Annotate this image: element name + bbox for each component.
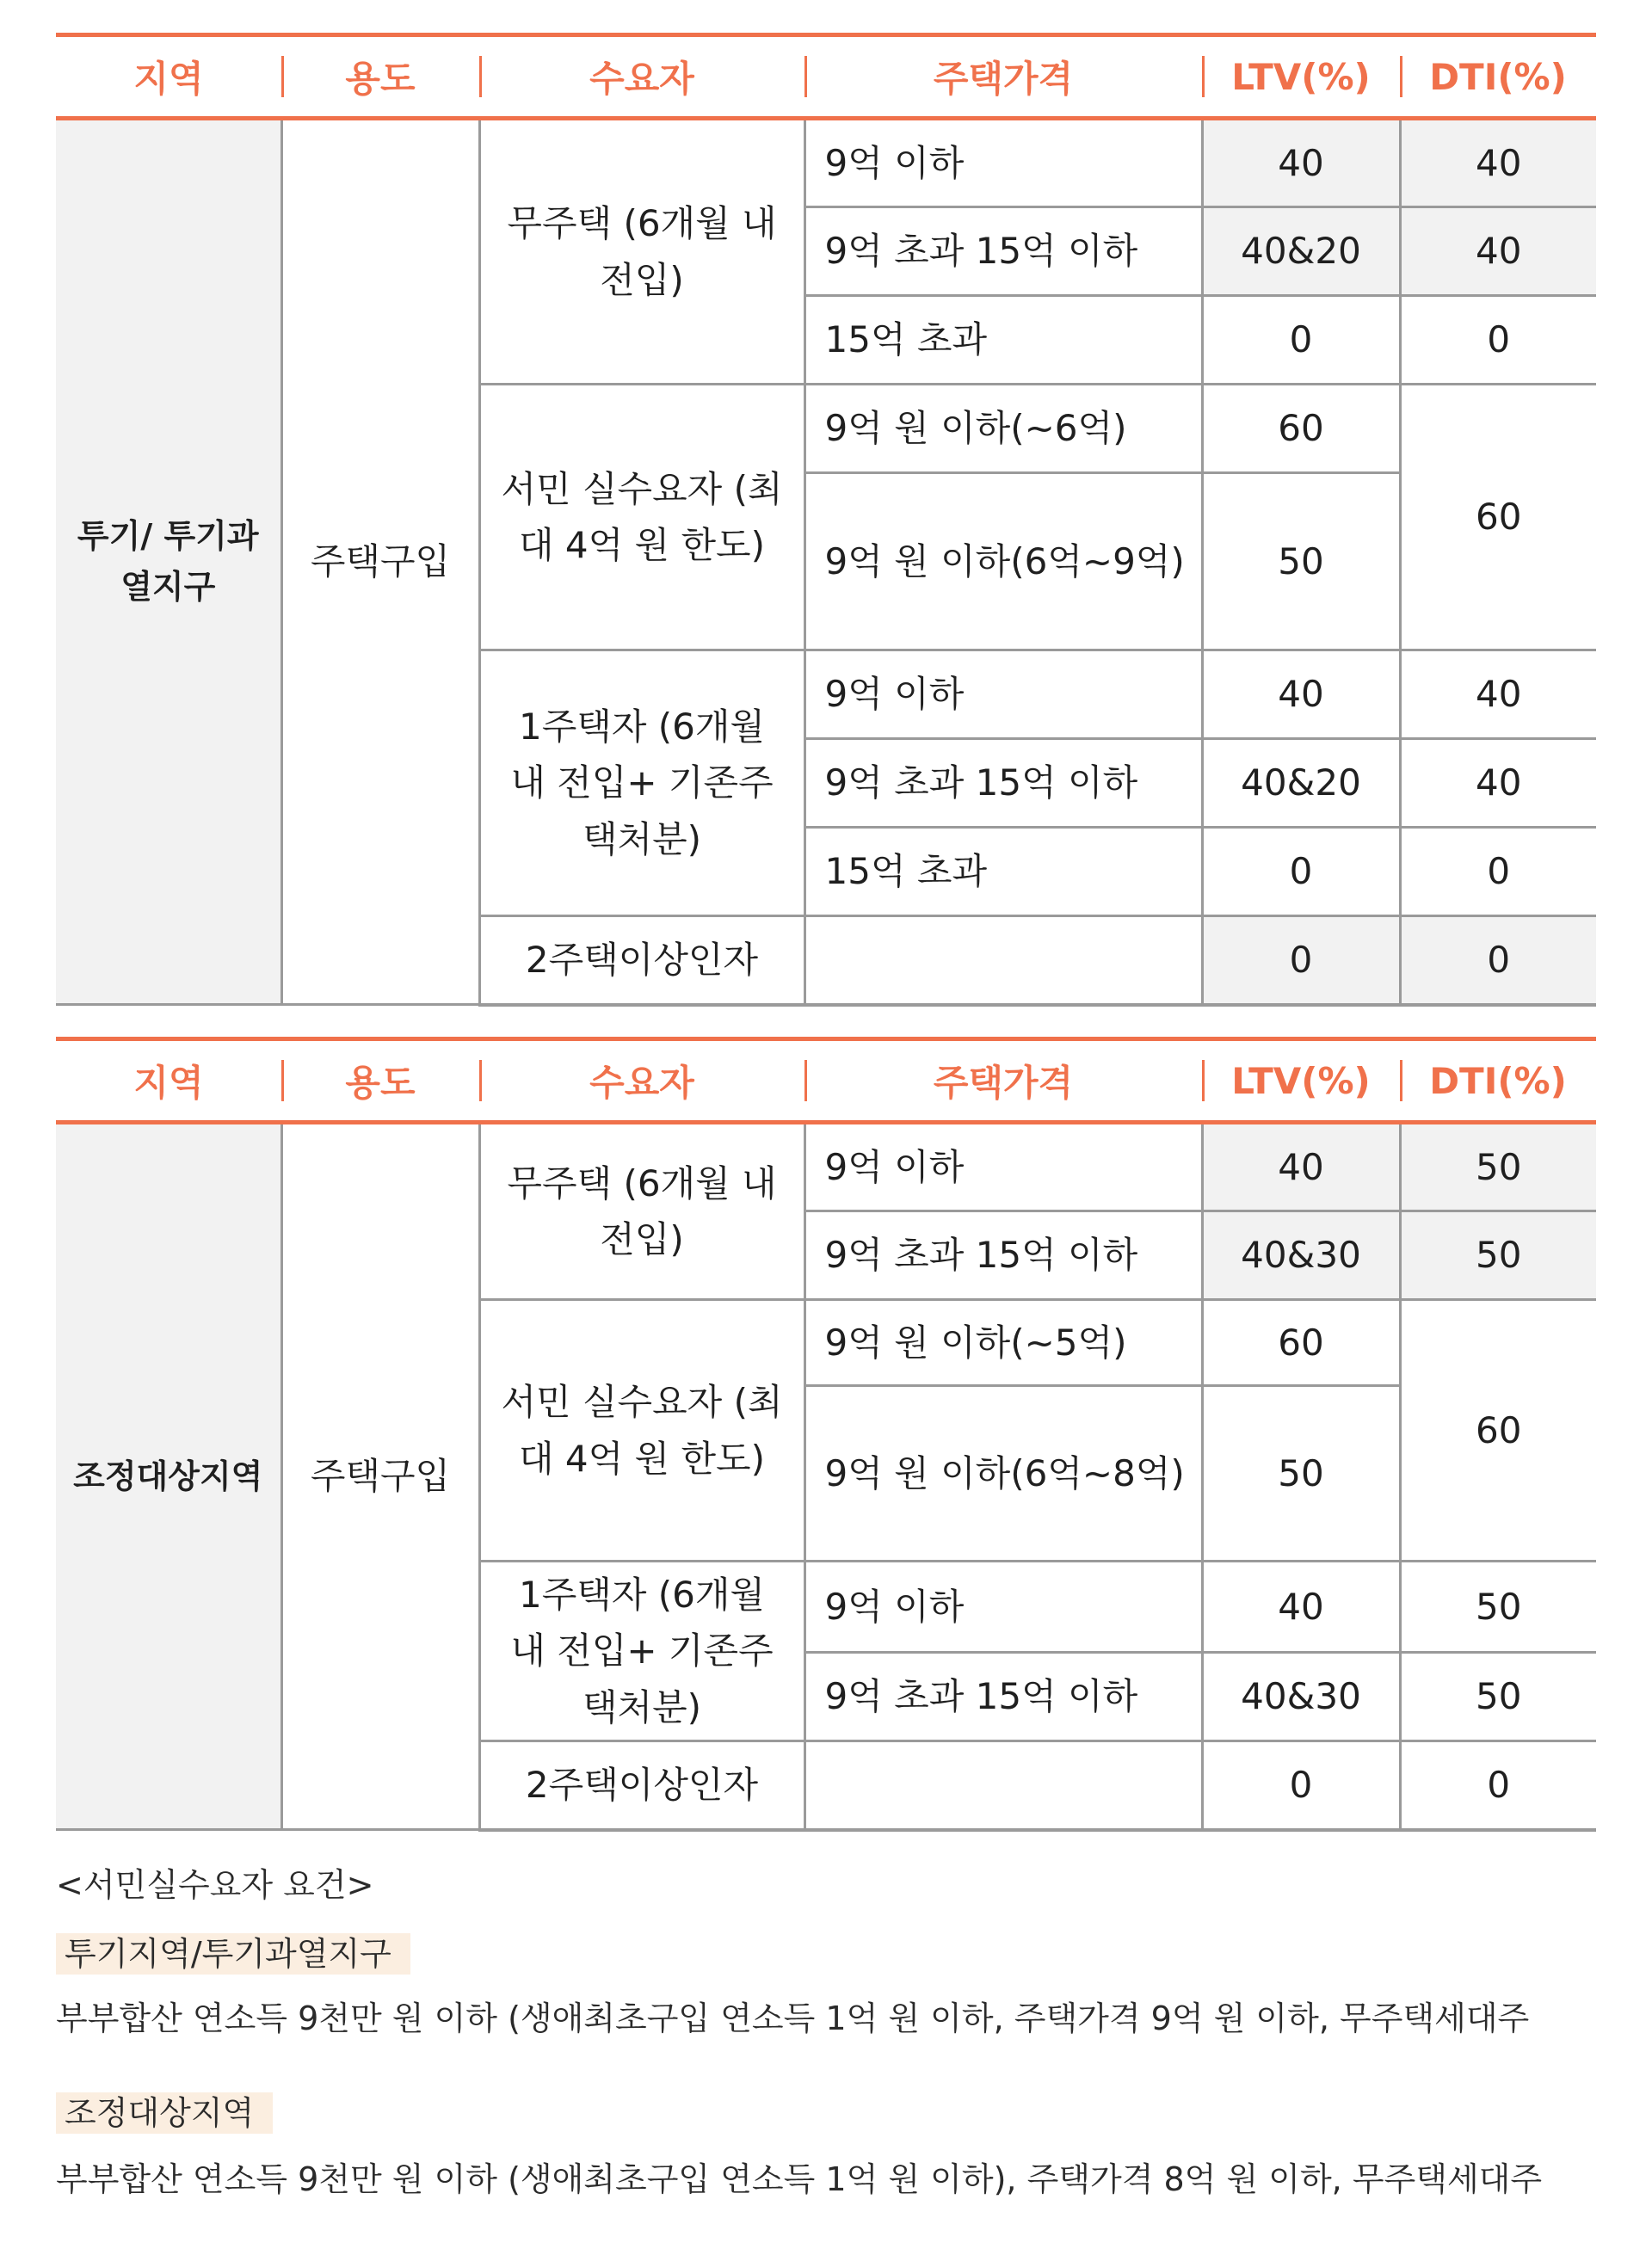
note-text-speculation: 부부합산 연소득 9천만 원 이하 (생애최초구입 연소득 1억 원 이하, 주택가격 9억 원 이하, 무주택세대주 bbox=[56, 1999, 1530, 2037]
price-cell: 9억 원 이하(~6억) bbox=[804, 385, 1202, 473]
ltv-cell: 40&20 bbox=[1202, 739, 1400, 828]
header-demander: 수요자 bbox=[479, 35, 804, 119]
note-label-adjusted-text: 조정대상지역 bbox=[56, 2092, 273, 2134]
header-ltv: LTV(%) bbox=[1202, 1039, 1400, 1123]
dti-cell: 40 bbox=[1400, 119, 1596, 207]
ltv-cell: 0 bbox=[1202, 916, 1400, 1005]
note-label-speculation-text: 투기지역/투기과열지구 bbox=[56, 1933, 410, 1975]
price-cell: 9억 원 이하(6억~9억) bbox=[804, 473, 1202, 650]
price-cell: 15억 초과 bbox=[804, 296, 1202, 385]
ltv-cell: 60 bbox=[1202, 1300, 1400, 1386]
region-cell: 투기/ 투기과열지구 bbox=[56, 119, 281, 1005]
demander-cell: 무주택 (6개월 내 전입) bbox=[479, 119, 804, 385]
notes-title: <서민실수요자 요건> bbox=[56, 1866, 374, 1904]
ltv-cell: 40 bbox=[1202, 1562, 1400, 1653]
ltv-cell: 40&30 bbox=[1202, 1211, 1400, 1300]
header-region: 지역 bbox=[133, 58, 204, 100]
demander-cell: 무주택 (6개월 내 전입) bbox=[479, 1123, 804, 1300]
demander-cell: 1주택자 (6개월 내 전입+ 기존주택처분) bbox=[479, 650, 804, 916]
ltv-cell: 40&30 bbox=[1202, 1653, 1400, 1741]
dti-cell: 40 bbox=[1400, 650, 1596, 739]
price-cell: 9억 이하 bbox=[804, 650, 1202, 739]
use-cell: 주택구입 bbox=[281, 119, 479, 1005]
price-cell: 9억 초과 15억 이하 bbox=[804, 1211, 1202, 1300]
dti-cell: 0 bbox=[1400, 1741, 1596, 1830]
header-price: 주택가격 bbox=[804, 1039, 1202, 1123]
price-cell: 9억 초과 15억 이하 bbox=[804, 207, 1202, 296]
ltv-cell: 0 bbox=[1202, 828, 1400, 916]
price-cell: 9억 초과 15억 이하 bbox=[804, 739, 1202, 828]
header-dti: DTI(%) bbox=[1400, 35, 1596, 119]
header-ltv: LTV(%) bbox=[1202, 35, 1400, 119]
region-cell: 조정대상지역 bbox=[56, 1123, 281, 1830]
demander-cell: 2주택이상인자 bbox=[479, 1741, 804, 1830]
note-label-speculation bbox=[56, 1927, 1605, 1975]
ltv-cell: 50 bbox=[1202, 1386, 1400, 1562]
dti-cell: 0 bbox=[1400, 296, 1596, 385]
ltv-cell: 0 bbox=[1202, 296, 1400, 385]
price-cell bbox=[804, 1741, 1202, 1830]
dti-cell: 40 bbox=[1400, 739, 1596, 828]
ltv-cell: 40&20 bbox=[1202, 207, 1400, 296]
use-cell: 주택구입 bbox=[281, 1123, 479, 1830]
header-use: 용도 bbox=[281, 1039, 479, 1123]
table-speculation-zone bbox=[56, 33, 1596, 1007]
header-use: 용도 bbox=[281, 35, 479, 119]
ltv-cell: 40 bbox=[1202, 1123, 1400, 1211]
dti-cell: 60 bbox=[1400, 385, 1596, 650]
price-cell: 9억 원 이하(6억~8억) bbox=[804, 1386, 1202, 1562]
header-demander: 수요자 bbox=[479, 1039, 804, 1123]
price-cell: 9억 이하 bbox=[804, 119, 1202, 207]
ltv-cell: 0 bbox=[1202, 1741, 1400, 1830]
table-row bbox=[56, 1123, 1596, 1211]
ltv-cell: 60 bbox=[1202, 385, 1400, 473]
dti-cell: 60 bbox=[1400, 1300, 1596, 1562]
demander-cell: 서민 실수요자 (최대 4억 원 한도) bbox=[479, 385, 804, 650]
header-region: 지역 bbox=[133, 1062, 204, 1104]
dti-cell: 50 bbox=[1400, 1211, 1596, 1300]
price-cell: 9억 이하 bbox=[804, 1123, 1202, 1211]
dti-cell: 0 bbox=[1400, 916, 1596, 1005]
demander-cell: 서민 실수요자 (최대 4억 원 한도) bbox=[479, 1300, 804, 1562]
table-header-row bbox=[56, 35, 1596, 119]
ltv-cell: 40 bbox=[1202, 650, 1400, 739]
dti-cell: 40 bbox=[1400, 207, 1596, 296]
dti-cell: 0 bbox=[1400, 828, 1596, 916]
table-header-row bbox=[56, 1039, 1596, 1123]
ltv-cell: 50 bbox=[1202, 473, 1400, 650]
price-cell bbox=[804, 916, 1202, 1005]
header-dti: DTI(%) bbox=[1400, 1039, 1596, 1123]
dti-cell: 50 bbox=[1400, 1653, 1596, 1741]
demander-cell: 1주택자 (6개월 내 전입+ 기존주택처분) bbox=[479, 1562, 804, 1741]
ltv-cell: 40 bbox=[1202, 119, 1400, 207]
table-row bbox=[56, 119, 1596, 207]
note-label-adjusted bbox=[56, 2086, 1605, 2134]
price-cell: 9억 이하 bbox=[804, 1562, 1202, 1653]
table-adjusted-zone bbox=[56, 1037, 1596, 1832]
price-cell: 9억 원 이하(~5억) bbox=[804, 1300, 1202, 1386]
price-cell: 15억 초과 bbox=[804, 828, 1202, 916]
price-cell: 9억 초과 15억 이하 bbox=[804, 1653, 1202, 1741]
demander-cell: 2주택이상인자 bbox=[479, 916, 804, 1005]
dti-cell: 50 bbox=[1400, 1562, 1596, 1653]
header-price: 주택가격 bbox=[804, 35, 1202, 119]
dti-cell: 50 bbox=[1400, 1123, 1596, 1211]
note-text-adjusted: 부부합산 연소득 9천만 원 이하 (생애최초구입 연소득 1억 원 이하), 주택가격 8억 원 이하, 무주택세대주 bbox=[56, 2160, 1543, 2198]
